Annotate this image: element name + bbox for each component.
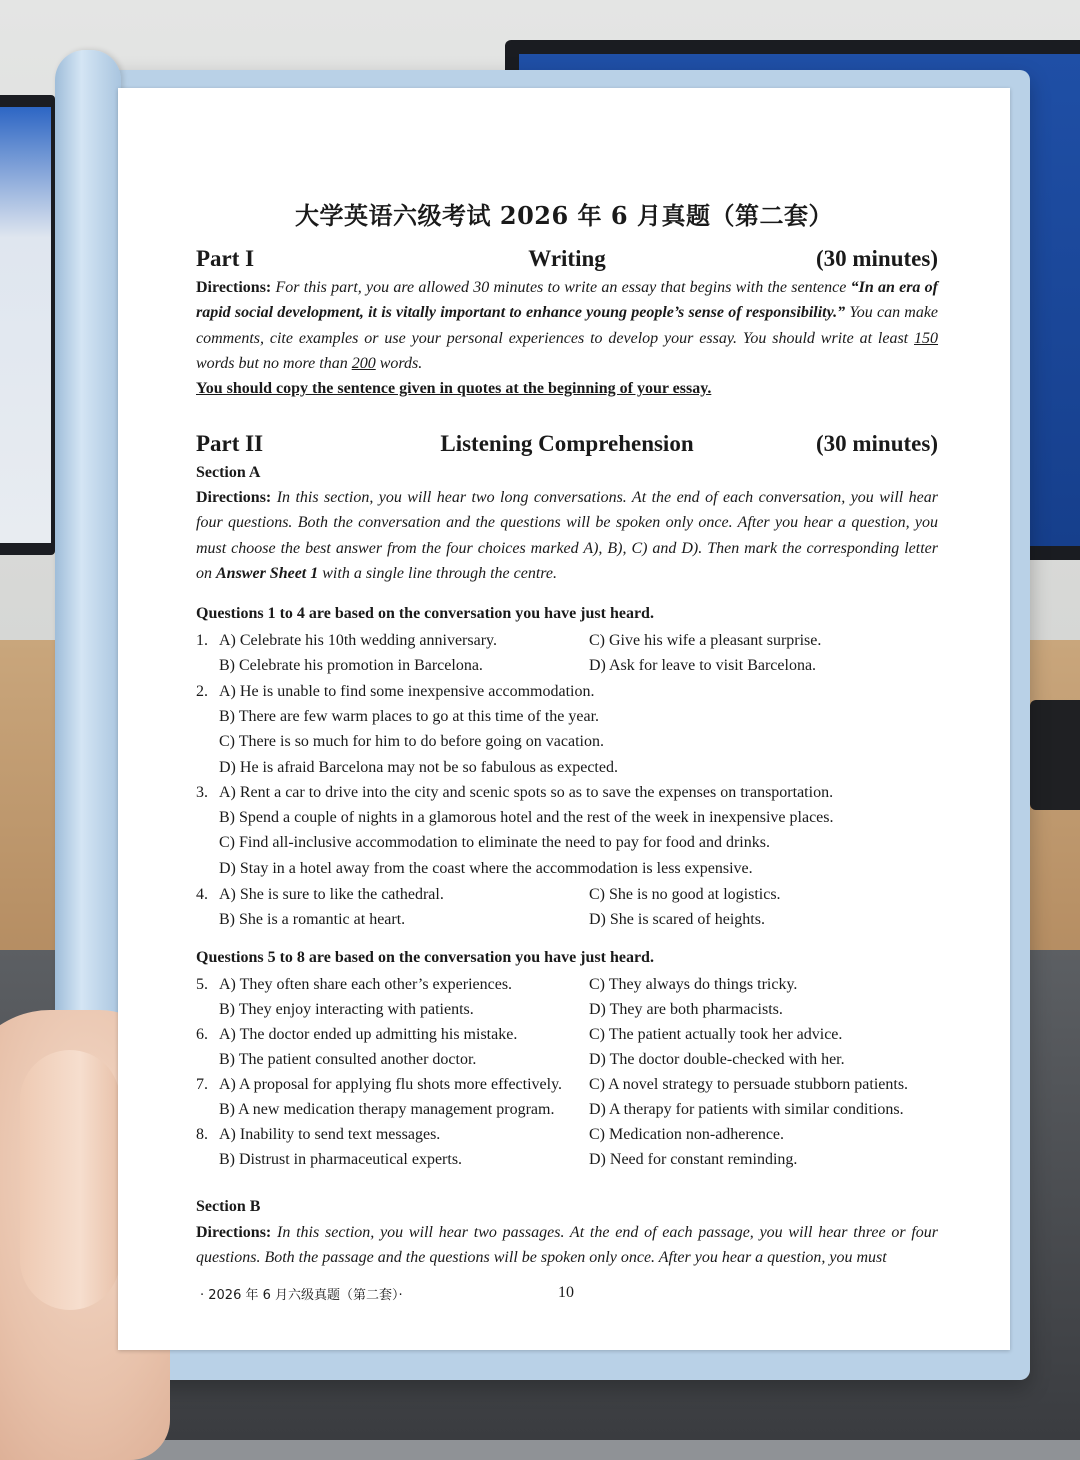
option-c: C) There is so much for him to do before going on vacation. — [219, 733, 604, 750]
copy-note: You should copy the sentence given in quotes at the beginning of your essay. — [196, 380, 712, 397]
question-3 — [196, 780, 938, 881]
page-number: 10 — [558, 1284, 574, 1301]
part1-name: Part I — [196, 246, 255, 271]
part1-header — [196, 246, 938, 278]
part1-time: (30 minutes) — [815, 246, 938, 271]
question-6 — [196, 1022, 938, 1073]
question-number: 3. — [196, 784, 208, 801]
option-b: B) Celebrate his promotion in Barcelona. — [219, 657, 483, 674]
question-7 — [196, 1072, 938, 1123]
part2-name: Part II — [196, 431, 264, 456]
question-8 — [196, 1122, 938, 1173]
footer-exam-label: · 2026 年 6 月六级真题（第二套）· — [200, 1288, 403, 1303]
option-d: D) They are both pharmacists. — [589, 1001, 783, 1018]
option-d: D) Stay in a hotel away from the coast where the accommodation is less expensive. — [219, 860, 753, 877]
option-c: C) A novel strategy to persuade stubborn patients. — [589, 1076, 909, 1093]
option-c: C) Find all-inclusive accommodation to eliminate the need to pay for food and drinks. — [219, 834, 770, 851]
section-a-heading: Section A — [196, 464, 261, 481]
option-d: D) Ask for leave to visit Barcelona. — [589, 657, 817, 674]
option-c: C) The patient actually took her advice. — [589, 1026, 843, 1043]
directions-text-b: You can make comments, cite examples or use your personal experiences to develop your essay. You should write at least — [196, 304, 939, 347]
directions-label: Directions: — [196, 1224, 272, 1241]
questions-1-4-heading: Questions 1 to 4 are based on the conversation you have just heard. — [196, 605, 654, 622]
question-number: 2. — [196, 683, 208, 700]
question-2 — [196, 679, 938, 780]
option-a: A) A proposal for applying flu shots more effectively. — [219, 1076, 563, 1093]
part2-title: Listening Comprehension — [440, 431, 694, 456]
max-words: 200 — [351, 355, 376, 373]
option-d: D) The doctor double-checked with her. — [589, 1051, 845, 1068]
question-number: 1. — [196, 632, 208, 649]
option-a: A) They often share each other’s experiences. — [219, 976, 513, 993]
exam-page — [118, 88, 1010, 1350]
answer-sheet-label: Answer Sheet 1 — [216, 565, 319, 583]
exam-title: 大学英语六级考试 2026 年 6 月真题（第二套） — [295, 201, 833, 230]
questions-5-8-heading: Questions 5 to 8 are based on the conversation you have just heard. — [196, 949, 654, 966]
option-d: D) Need for constant reminding. — [589, 1151, 798, 1168]
option-a: A) Inability to send text messages. — [219, 1126, 441, 1143]
option-b: B) The patient consulted another doctor. — [219, 1051, 477, 1068]
option-b: B) Distrust in pharmaceutical experts. — [219, 1151, 463, 1168]
directions-text-b: with a single line through the centre. — [322, 565, 558, 583]
directions-text-d: words. — [379, 355, 423, 373]
directions-text-a: For this part, you are allowed 30 minutes to write an essay that begins with the sentence — [275, 279, 847, 296]
directions-text-c: words but no more than — [196, 355, 348, 373]
option-a: A) She is sure to like the cathedral. — [219, 886, 444, 903]
part1-title: Writing — [528, 246, 606, 271]
keyboard — [1030, 700, 1080, 810]
part2-header — [196, 431, 938, 463]
option-a: A) Celebrate his 10th wedding anniversary. — [219, 632, 497, 649]
option-a: A) Rent a car to drive into the city and scenic spots so as to save the expenses on transportation. — [219, 784, 834, 801]
essay-quote: “In an era of rapid social development, it is vitally important to enhance young people’s sense of responsibility.” — [196, 279, 939, 322]
question-number: 7. — [196, 1076, 208, 1093]
option-b: B) A new medication therapy management program. — [219, 1101, 555, 1118]
question-number: 5. — [196, 976, 208, 993]
part1-directions — [196, 275, 938, 377]
question-number: 6. — [196, 1026, 208, 1043]
option-c: C) Medication non-adherence. — [589, 1126, 785, 1143]
option-c: C) She is no good at logistics. — [589, 886, 781, 903]
left-monitor — [0, 95, 55, 555]
directions-label: Directions: — [196, 489, 272, 506]
question-number: 8. — [196, 1126, 208, 1143]
question-5 — [196, 972, 938, 1023]
option-c: C) They always do things tricky. — [589, 976, 798, 993]
option-a: A) He is unable to find some inexpensive accommodation. — [219, 683, 595, 700]
directions-text-a: In this section, you will hear two long conversations. At the end of each conversation, you will hear four questions. Both the conversation and the questions will be spoken only once. After you hear a question, you must choose the best answer from the four choices marked A), B), C) and D). Then mark the corresponding letter on — [196, 489, 939, 583]
option-d: D) A therapy for patients with similar conditions. — [589, 1101, 904, 1118]
option-d: D) She is scared of heights. — [589, 911, 765, 928]
thumb — [20, 1050, 120, 1310]
question-1 — [196, 628, 938, 679]
part2-directions — [196, 485, 938, 587]
directions-text: In this section, you will hear two passages. At the end of each passage, you will hear three or four questions. Both the passage and the questions will be spoken only once. After you hear a question, you must — [196, 1224, 939, 1267]
option-d: D) He is afraid Barcelona may not be so fabulous as expected. — [219, 759, 618, 776]
option-b: B) She is a romantic at heart. — [219, 911, 406, 928]
min-words: 150 — [914, 329, 939, 347]
section-b-heading: Section B — [196, 1198, 261, 1215]
option-b: B) There are few warm places to go at this time of the year. — [219, 708, 600, 725]
section-b-directions — [196, 1220, 938, 1271]
directions-label: Directions: — [196, 279, 272, 296]
option-b: B) They enjoy interacting with patients. — [219, 1001, 474, 1018]
question-number: 4. — [196, 886, 208, 903]
option-c: C) Give his wife a pleasant surprise. — [589, 632, 822, 649]
part2-time: (30 minutes) — [815, 431, 938, 456]
option-a: A) The doctor ended up admitting his mistake. — [219, 1026, 518, 1043]
question-4 — [196, 882, 938, 933]
option-b: B) Spend a couple of nights in a glamorous hotel and the rest of the week in inexpensive places. — [219, 809, 834, 826]
